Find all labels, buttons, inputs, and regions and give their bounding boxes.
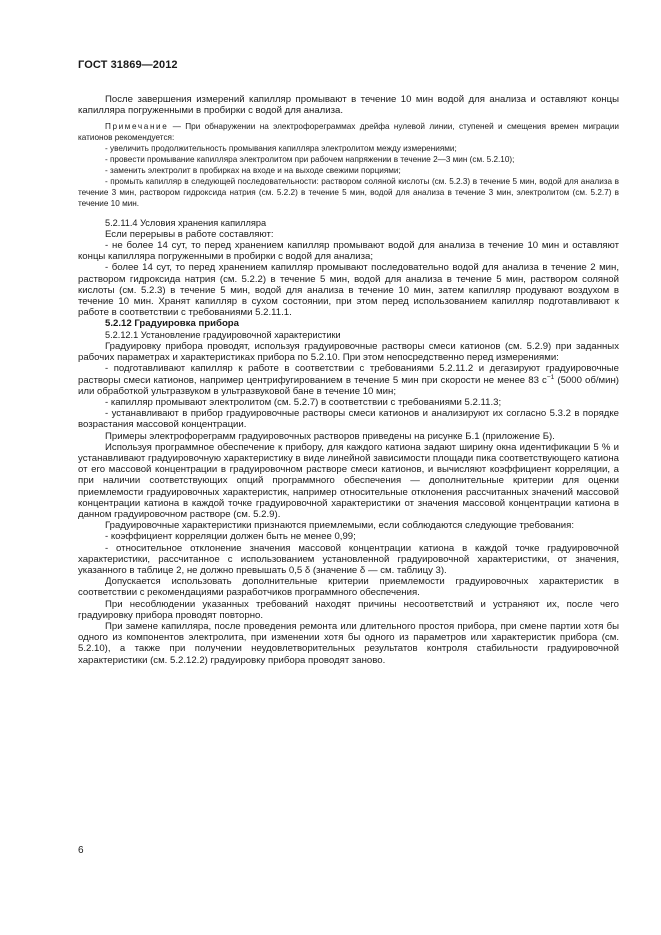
note-intro bbox=[78, 122, 619, 144]
list-item-calibration-flush: - капилляр промывают электролитом (см. 5.2.7) в соответствии с требованиями 5.2.11.3; bbox=[105, 396, 502, 408]
list-item-correlation: - коэффициент корреляции должен быть не менее 0,99; bbox=[105, 531, 356, 543]
note-item: - увеличить продолжительность промывания капилляра электролитом между измерениями; bbox=[105, 144, 457, 154]
note-item: - заменить электролит в пробирках на входе и на выходе свежими порциями; bbox=[105, 166, 401, 176]
note-label: Примечание bbox=[105, 122, 169, 132]
standard-header: ГОСТ 31869—2012 bbox=[78, 59, 178, 71]
paragraph-recalibration: При замене капилляра, после проведения ремонта или длительного простоя прибора, при смене партии хотя бы одного из компонентов электролита, при изменении хотя бы одного из параметров или характеристик прибора (см. 5.2.10), а также при получении неудовлетворительных результатов контроля стабильности градуировочной характеристики (см. 5.2.12.2) градуировку прибора проводят заново. bbox=[78, 620, 619, 666]
section-heading-5-2-11-4: 5.2.11.4 Условия хранения капилляра bbox=[105, 217, 267, 228]
superscript-minus-one: −1 bbox=[546, 373, 555, 381]
note-text: — При обнаружении на электрофореграммах дрейфа нулевой линии, ступеней и смещения времен миграции катионов рекомендуется: bbox=[78, 122, 619, 143]
paragraph-noncompliance: При несоблюдении указанных требований находят причины несоответствий и устраняют их, после чего градуировку прибора проводят повторно. bbox=[78, 598, 619, 621]
list-item-storage-long: - более 14 сут, то перед хранением капилляр промывают последовательно водой для анализа в течение 2 мин, раствором гидроксида натрия (см. 5.2.2) в течение 5 мин, водой для анализа в течение 5 мин, раствором соляной кислоты (см. 5.2.3) в течение 5 мин, водой для анализа в течение 10 мин, затем капилляр продувают воздухом в течение 10 мин. Хранят капилляр в сухом состоянии, при этом перед использованием капилляр подготавливают к работе в соответствии с требованиями 5.2.11.1. bbox=[78, 262, 619, 319]
list-item-calibration-install: - устанавливают в прибор градуировочные растворы смеси катионов и анализируют их согласно 5.3.2 в порядке возрастания массовой концентрации. bbox=[78, 408, 619, 431]
paragraph-calibration-intro: Градуировку прибора проводят, используя градуировочные растворы смеси катионов (см. 5.2.9) при заданных рабочих параметрах и характеристиках прибора по 5.2.10. При этом непосредственно перед измерениями: bbox=[78, 340, 619, 364]
section-heading-5-2-12-1: 5.2.12.1 Установление градуировочной характеристики bbox=[105, 329, 341, 340]
document-body bbox=[78, 94, 619, 666]
paragraph-storage-intro: Если перерывы в работе составляют: bbox=[105, 228, 274, 240]
paragraph-software: Используя программное обеспечение к прибору, для каждого катиона задают ширину окна идентификации 5 % и устанавливают градуировочную характеристику в виде линейной зависимости площади пика соответствующего катиона от его массовой концентрации в градуировочном растворе смеси катионов, и вычисляют коэффициент корреляции, а при наличии соответствующих опций программного обеспечения — дополнительные критерии для оценки приемлемости градуировочных характеристик, например относительные отклонения рассчитанных значений массовой концентрации катиона в каждой точке градуировочной характеристики от значения массовой концентрации катиона в данном градуировочном растворе (см. 5.2.9). bbox=[78, 441, 619, 520]
note-item: - провести промывание капилляра электролитом при рабочем напряжении в течение 2—3 мин (см. 5.2.10); bbox=[105, 155, 515, 165]
list-item-relative-deviation: - относительное отклонение значения массовой концентрации катиона в каждой точке градуировочной характеристики, рассчитанное с использованием установленной градуировочной характеристики, от значения, указанного в таблице 2, не должно превышать 0,5 δ (значение δ — см. таблицу 3). bbox=[78, 542, 619, 576]
list-item-storage-short: - не более 14 сут, то перед хранением капилляр промывают водой для анализа в течение 10 мин и оставляют концы капилляра погруженными в пробирки с водой для анализа; bbox=[78, 240, 619, 263]
note-item: - промыть капилляр в следующей последовательности: раствором соляной кислоты (см. 5.2.3) в течение 5 мин, водой для анализа в течение 3 мин, раствором гидроксида натрия (см. 5.2.2) в течение 5 мин, водой для анализа в течение 3 мин, электролитом (см. 5.2.7) в течение 10 мин. bbox=[78, 176, 619, 208]
section-heading-5-2-12: 5.2.12 Градуировка прибора bbox=[105, 318, 240, 330]
calibration-prepare-text-end: (5000 об/мин) или обработкой ультразвуком в ультразвуковой бане в течение 10 мин; bbox=[78, 374, 619, 397]
page-number: 6 bbox=[78, 845, 84, 856]
paragraph-acceptance-intro: Градуировочные характеристики признаются приемлемыми, если соблюдаются следующие требования: bbox=[105, 520, 575, 532]
paragraph-examples: Примеры электрофореграмм градуировочных растворов приведены на рисунке Б.1 (приложение Б). bbox=[105, 430, 555, 442]
note-block bbox=[78, 122, 619, 209]
paragraph-additional-criteria: Допускается использовать дополнительные критерии приемлемости градуировочных характеристик в соответствии с рекомендациями разработчиков программного обеспечения. bbox=[78, 576, 619, 599]
paragraph-rinse-after-measurement: После завершения измерений капилляр промывают в течение 10 мин водой для анализа и оставляют концы капилляра погруженными в пробирки с водой для анализа. bbox=[78, 94, 619, 117]
calibration-prepare-text: - подготавливают капилляр к работе в соответствии с требованиями 5.2.11.2 и дегазируют градуировочные растворы смеси катионов, например центрифугированием в течение 5 мин при скорости не менее 83 с bbox=[78, 363, 619, 386]
list-item-calibration-prepare bbox=[78, 363, 619, 397]
